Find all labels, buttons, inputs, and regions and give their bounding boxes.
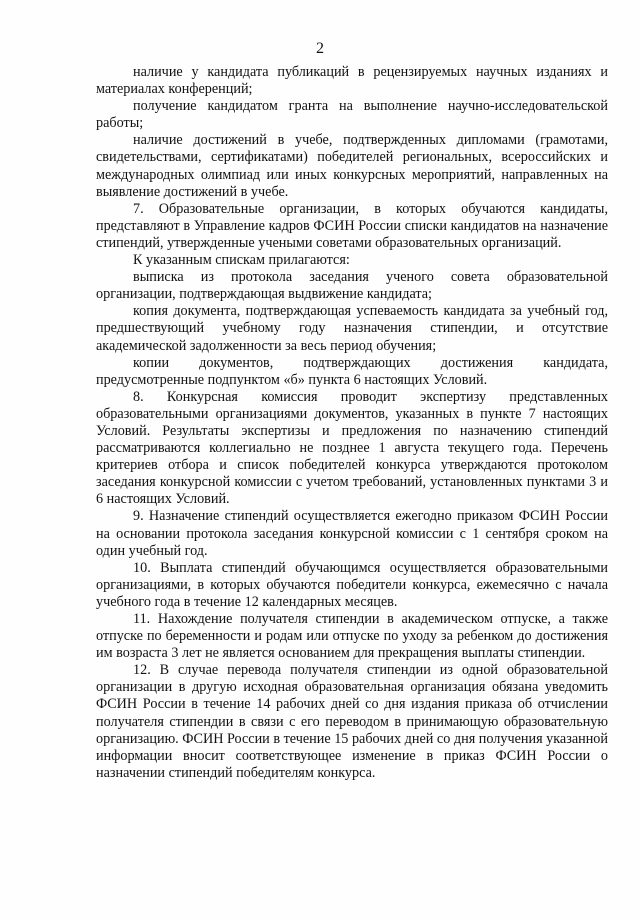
paragraph-achievement-copies: копии документов, подтверждающих достижения кандидата, предусмотренные подпунктом «б» пункта 6 настоящих Условий. [96,354,608,388]
document-body [96,64,608,782]
paragraph-protocol-extract: выписка из протокола заседания ученого совета образовательной организации, подтверждающая выдвижение кандидата; [96,269,608,303]
paragraph-achievements: наличие достижений в учебе, подтвержденных дипломами (грамотами, свидетельствами, сертификатами) победителей региональных, всероссийских и международных олимпиад или иных конкурсных мероприятий, направленных на выявление достижений в учебе. [96,132,608,200]
paragraph-item-7: 7. Образовательные организации, в которых обучаются кандидаты, представляют в Управление кадров ФСИН России списки кандидатов на назначение стипендий, утвержденные учеными советами образовательных организаций. [96,200,608,251]
paragraph-item-10: 10. Выплата стипендий обучающимся осуществляется образовательными организациями, в которых обучаются победители конкурса, ежемесячно с начала учебного года в течение 12 календарных месяцев. [96,559,608,610]
paragraph-publications: наличие у кандидата публикаций в рецензируемых научных изданиях и материалах конференций; [96,64,608,98]
paragraph-academic-record: копия документа, подтверждающая успеваемость кандидата за учебный год, предшествующий учебному году назначения стипендии, и отсутствие академической задолженности за весь период обучения; [96,303,608,354]
paragraph-item-9: 9. Назначение стипендий осуществляется ежегодно приказом ФСИН России на основании протокола заседания конкурсной комиссии с 1 сентября сроком на один учебный год. [96,508,608,559]
paragraph-item-8: 8. Конкурсная комиссия проводит экспертизу представленных образовательными организациями документов, указанных в пункте 7 настоящих Условий. Результаты экспертизы и предложения по назначению стипендий рассматриваются коллегиально не позднее 1 августа текущего года. Перечень критериев отбора и список победителей конкурса утверждаются протоколом заседания конкурсной комиссии с учетом требований, установленных пунктами 3 и 6 настоящих Условий. [96,388,608,508]
page-number: 2 [316,40,324,57]
paragraph-attachments-intro: К указанным спискам прилагаются: [133,252,350,269]
paragraph-item-12: 12. В случае перевода получателя стипендии из одной образовательной организации в другую исходная образовательная организация обязана уведомить ФСИН России в течение 14 рабочих дней со дня издания приказа об отчислении получателя стипендии в связи с его переводом в принимающую образовательную организацию. ФСИН России в течение 15 рабочих дней со дня получения указанной информации вносит соответствующее изменение в приказ ФСИН России о назначении стипендий победителям конкурса. [96,662,608,781]
paragraph-grant: получение кандидатом гранта на выполнение научно-исследовательской работы; [96,98,608,132]
paragraph-item-11: 11. Нахождение получателя стипендии в академическом отпуске, а также отпуске по беременности и родам или отпуске по уходу за ребенком до достижения им возраста 3 лет не является основанием для прекращения выплаты стипендии. [96,611,608,662]
